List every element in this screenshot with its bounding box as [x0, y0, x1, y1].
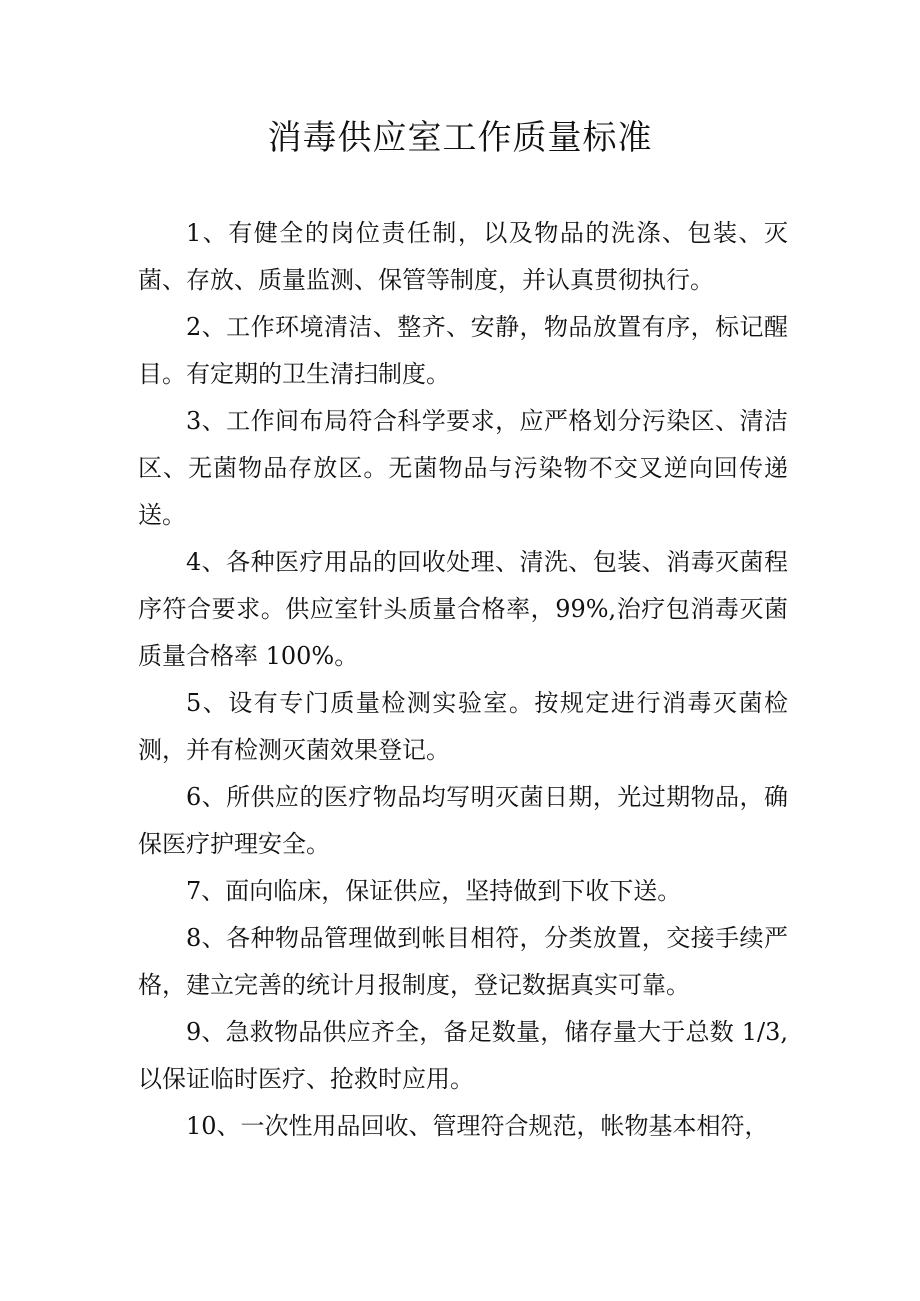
paragraph-1: 1、有健全的岗位责任制，以及物品的洗涤、包装、灭菌、存放、质量监测、保管等制度，并认真贯彻执行。: [138, 219, 788, 294]
paragraph-8: 8、各种物品管理做到帐目相符，分类放置，交接手续严格，建立完善的统计月报制度，登记数据真实可靠。: [138, 924, 788, 999]
paragraph-7: 7、面向临床，保证供应，坚持做到下收下送。: [186, 877, 682, 905]
paragraph-9: 9、急救物品供应齐全，备足数量，储存量大于总数 1/3,以保证临时医疗、抢救时应用。: [138, 1018, 788, 1093]
paragraph-3: 3、工作间布局符合科学要求，应严格划分污染区、清洁区、无菌物品存放区。无菌物品与污染物不交叉逆向回传递送。: [138, 407, 788, 529]
document-body: [138, 210, 788, 1150]
paragraph-10: 10、一次性用品回收、管理符合规范，帐物基本相符，: [186, 1112, 769, 1140]
paragraph-4: 4、各种医疗用品的回收处理、清洗、包装、消毒灭菌程序符合要求。供应室针头质量合格率，99%,治疗包消毒灭菌质量合格率 100%。: [138, 548, 788, 670]
paragraph-5: 5、设有专门质量检测实验室。按规定进行消毒灭菌检测，并有检测灭菌效果登记。: [138, 689, 788, 764]
paragraph-2: 2、工作环境清洁、整齐、安静，物品放置有序，标记醒目。有定期的卫生清扫制度。: [138, 313, 788, 388]
paragraph-6: 6、所供应的医疗物品均写明灭菌日期，光过期物品，确保医疗护理安全。: [138, 783, 788, 858]
document-title: 消毒供应室工作质量标准: [267, 118, 653, 158]
